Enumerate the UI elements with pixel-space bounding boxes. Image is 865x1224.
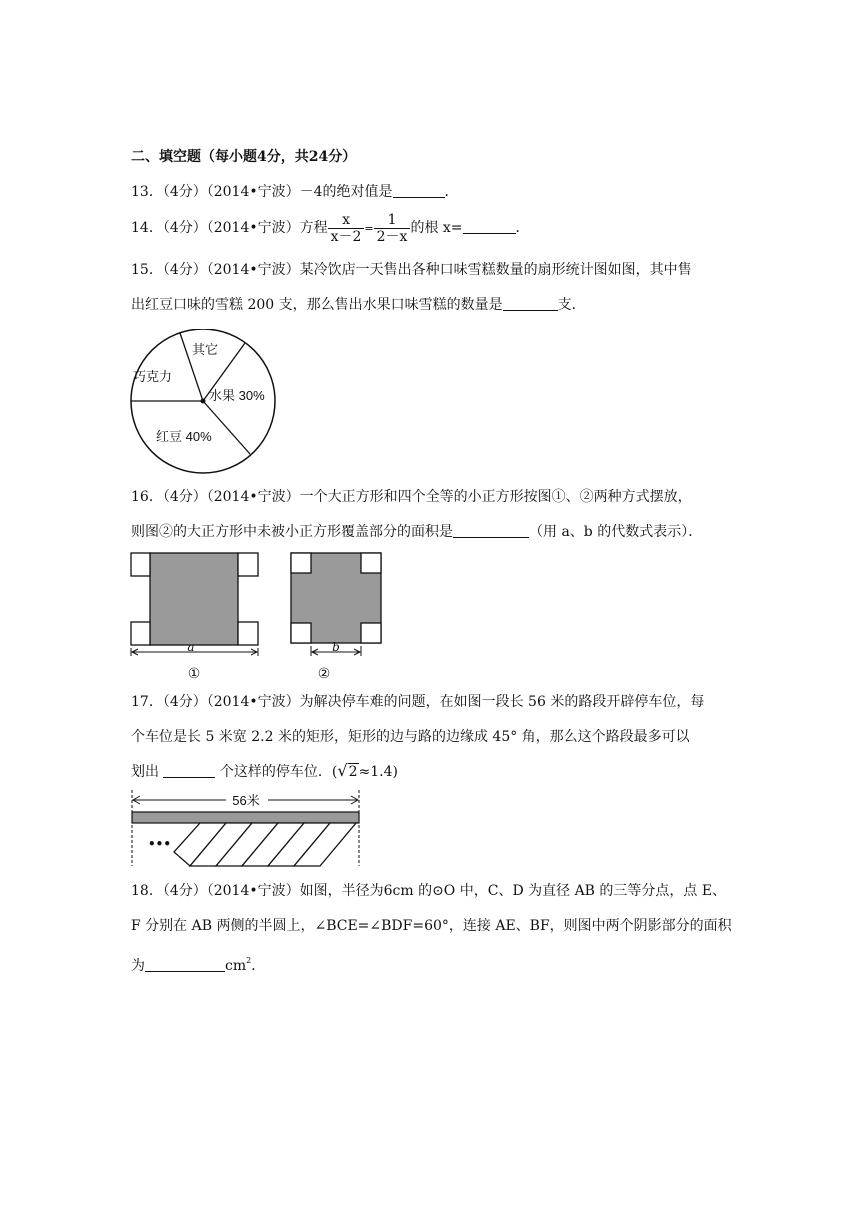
pie-label-fruit: 水果 30%	[209, 388, 265, 403]
parking-figure	[128, 788, 368, 870]
q18-unit: cm	[225, 958, 247, 974]
q13-suffix: ．	[444, 184, 459, 200]
q17-text: 划出	[131, 764, 159, 780]
fig2-caption: ②	[317, 666, 331, 682]
q14-text: 14．（4分）（2014•宁波）方程	[131, 220, 328, 236]
parking-ellipsis: •••	[148, 837, 172, 851]
road-strip	[132, 812, 359, 823]
q17-suffix: ≈1.4)	[358, 764, 398, 780]
question-17-line-3	[131, 762, 398, 781]
fig1-large-square	[150, 553, 238, 645]
fig2-label-b: b	[332, 640, 340, 654]
q18-unit-superscript: 2	[246, 956, 252, 965]
q16-text: 则图②的大正方形中未被小正方形覆盖部分的面积是	[131, 524, 453, 540]
parking-length-label: 56米	[232, 793, 260, 808]
q13-answer-blank[interactable]	[393, 183, 445, 198]
question-14	[131, 211, 530, 246]
q15-text: 出红豆口味的雪糕 200 支，那么售出水果口味雪糕的数量是	[131, 297, 503, 313]
q14-frac1-denominator: x－2	[330, 228, 362, 245]
fig2-small-square-br	[361, 623, 381, 643]
q14-fraction-1	[328, 212, 365, 245]
question-13	[131, 183, 459, 201]
pie-center-dot	[201, 399, 206, 404]
q14-frac1-numerator: x	[328, 212, 365, 229]
question-18-line-2: F 分别在 AB 两侧的半圆上，∠BCE=∠BDF=60°，连接 AE、BF，则图中两个阴影部分的面积	[131, 918, 732, 934]
fig1-small-square-bl	[131, 622, 150, 645]
fig1-small-square-tr	[238, 553, 258, 576]
square-arrangement-figure	[128, 550, 398, 684]
pie-label-other: 其它	[192, 342, 219, 357]
q17-sqrt: √2	[337, 761, 358, 780]
figure-2	[291, 553, 381, 682]
pie-label-redbean: 红豆 40%	[156, 429, 212, 444]
figure-1	[131, 553, 258, 682]
q17-answer-blank[interactable]	[163, 763, 215, 778]
q18-answer-blank[interactable]	[145, 957, 225, 972]
q14-equals: =	[364, 222, 374, 235]
section-title: 二、填空题（每小题4分，共24分）	[131, 149, 357, 165]
q18-text: 为	[131, 958, 145, 974]
pie-divider-fruit-redbean	[203, 401, 250, 454]
q17-middle: 个这样的停车位．(	[219, 764, 338, 780]
q15-answer-blank[interactable]	[503, 296, 558, 311]
q14-frac2-numerator: 1	[374, 212, 411, 229]
q16-answer-blank[interactable]	[453, 523, 529, 538]
fig2-small-square-tl	[291, 553, 311, 573]
fig2-small-square-tr	[361, 553, 381, 573]
fig1-small-square-tl	[131, 553, 150, 576]
q16-suffix: （用 a、b 的代数式表示）．	[529, 524, 703, 540]
fig1-caption: ①	[187, 666, 201, 682]
pie-label-chocolate: 巧克力	[133, 369, 173, 384]
question-15-line-2	[131, 296, 586, 314]
question-16-line-1: 16．（4分）（2014•宁波）一个大正方形和四个全等的小正方形按图①、②两种方式摆放，	[131, 489, 692, 505]
q13-text: 13．（4分）（2014•宁波）－4的绝对值是	[131, 184, 393, 200]
q18-suffix: ．	[251, 958, 266, 974]
q14-frac2-denominator: 2－x	[376, 228, 408, 245]
q14-middle: 的根 x=	[410, 220, 463, 236]
question-18-line-1: 18．（4分）（2014•宁波）如图，半径为6cm 的⊙O 中，C、D 为直径 AB 的三等分点，点 E、	[131, 883, 727, 899]
question-16-line-2	[131, 523, 702, 541]
q15-suffix: 支．	[557, 297, 586, 313]
fig2-small-square-bl	[291, 623, 311, 643]
question-18-line-3	[131, 952, 265, 975]
q14-fraction-2	[374, 212, 411, 245]
parking-spaces	[174, 823, 356, 866]
question-15-line-1: 15．（4分）（2014•宁波）某冷饮店一天售出各种口味雪糕数量的扇形统计图如图，其中售	[131, 262, 692, 278]
question-17-line-1: 17．（4分）（2014•宁波）为解决停车难的问题，在如图一段长 56 米的路段开辟停车位，每	[131, 694, 705, 710]
question-17-line-2: 个车位是长 5 米宽 2.2 米的矩形，矩形的边与路的边缘成 45° 角，那么这个路段最多可以	[131, 729, 690, 745]
q14-answer-blank[interactable]	[463, 219, 516, 234]
fig1-small-square-br	[238, 622, 258, 645]
q14-suffix: ．	[515, 220, 530, 236]
pie-chart-figure	[128, 329, 278, 477]
fig1-label-a: a	[187, 640, 195, 654]
